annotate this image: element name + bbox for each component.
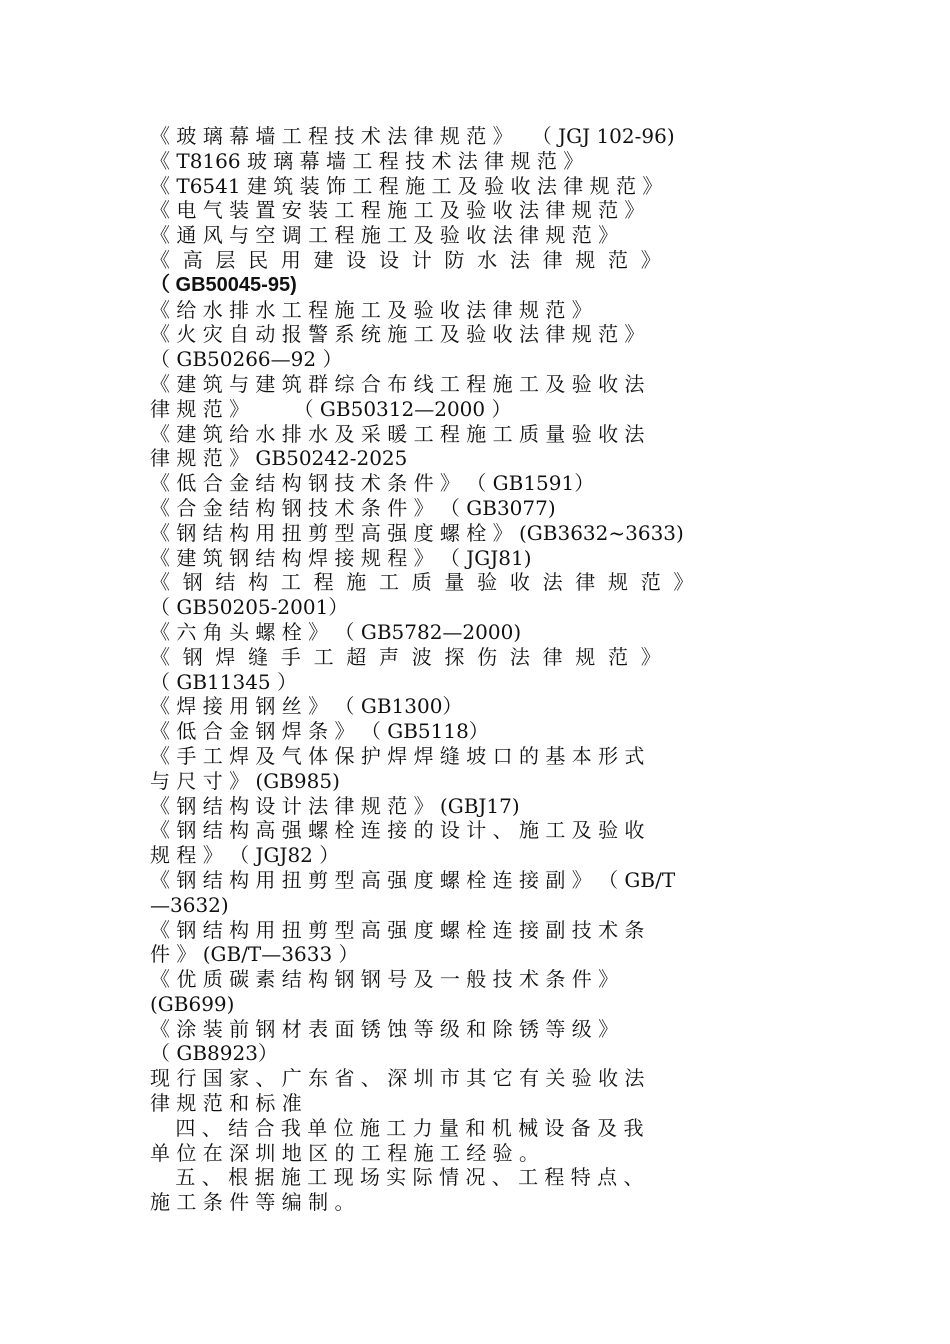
text-line-11: 《 建 筑 与 建 筑 群 综 合 布 线 工 程 施 工 及 验 收 法 <box>150 371 645 396</box>
text-line-25: 《 低 合 金 钢 焊 条 》 （ GB5118） <box>150 719 489 744</box>
text-line-15: 《 低 合 金 结 构 钢 技 术 条 件 》 （ GB1591） <box>150 471 595 496</box>
text-line-29: 《 钢 结 构 高 强 螺 栓 连 接 的 设 计 、 施 工 及 验 收 <box>150 818 645 843</box>
text-line-40: 律 规 范 和 标 准 <box>150 1091 302 1116</box>
text-line-9: 《 火 灾 自 动 报 警 系 统 施 工 及 验 收 法 律 规 范 》 <box>150 322 645 347</box>
text-line-23: （ GB11345 ） <box>150 669 298 694</box>
text-line-7: （ GB50045-95) <box>150 273 297 296</box>
text-line-35: 《 优 质 碳 素 结 构 钢 钢 号 及 一 般 技 术 条 件 》 <box>150 967 619 992</box>
text-line-20: （ GB50205-2001） <box>150 595 349 620</box>
text-line-38: （ GB8923） <box>150 1041 278 1066</box>
text-line-12: 律 规 范 》 （ GB50312—2000 ） <box>150 396 512 421</box>
text-line-21: 《 六 角 头 螺 栓 》 （ GB5782—2000) <box>150 619 522 644</box>
text-line-41: 四 、 结 合 我 单 位 施 工 力 量 和 机 械 设 备 及 我 <box>150 1115 644 1140</box>
text-line-4: 《 电 气 装 置 安 装 工 程 施 工 及 验 收 法 律 规 范 》 <box>150 198 645 223</box>
text-line-36: (GB699) <box>150 991 235 1016</box>
text-line-27: 与 尺 寸 》 (GB985) <box>150 768 340 793</box>
text-line-8: 《 给 水 排 水 工 程 施 工 及 验 收 法 律 规 范 》 <box>150 297 592 322</box>
text-line-14: 律 规 范 》 GB50242-2025 <box>150 446 408 471</box>
text-line-33: 《 钢 结 构 用 扭 剪 型 高 强 度 螺 栓 连 接 副 技 术 条 <box>150 917 645 942</box>
text-line-17: 《 钢 结 构 用 扭 剪 型 高 强 度 螺 栓 》 (GB3632~3633) <box>150 520 684 545</box>
text-line-16: 《 合 金 结 构 钢 技 术 条 件 》 （ GB3077) <box>150 495 556 520</box>
text-line-24: 《 焊 接 用 钢 丝 》 （ GB1300） <box>150 694 463 719</box>
text-line-18: 《 建 筑 钢 结 构 焊 接 规 程 》 （ JGJ81) <box>150 545 532 570</box>
text-line-2: 《 T8166 玻 璃 幕 墙 工 程 技 术 法 律 规 范 》 <box>150 148 584 173</box>
text-line-32: —3632) <box>150 892 229 917</box>
text-line-30: 规 程 》 （ JGJ82 ） <box>150 843 340 868</box>
text-line-42: 单 位 在 深 圳 地 区 的 工 程 施 工 经 验 。 <box>150 1140 540 1165</box>
text-line-5: 《 通 风 与 空 调 工 程 施 工 及 验 收 法 律 规 范 》 <box>150 223 619 248</box>
text-line-10: （ GB50266—92 ） <box>150 347 343 372</box>
text-line-26: 《 手 工 焊 及 气 体 保 护 焊 焊 缝 坡 口 的 基 本 形 式 <box>150 743 645 768</box>
text-line-3: 《 T6541 建 筑 装 饰 工 程 施 工 及 验 收 法 律 规 范 》 <box>150 173 663 198</box>
text-line-22: 《 钢 焊 缝 手 工 超 声 波 探 伤 法 律 规 范 》 <box>150 644 661 669</box>
text-line-28: 《 钢 结 构 设 计 法 律 规 范 》 (GBJ17) <box>150 793 520 818</box>
text-line-1: 《 玻 璃 幕 墙 工 程 技 术 法 律 规 范 》 （ JGJ 102-96) <box>150 124 675 148</box>
text-line-44: 施 工 条 件 等 编 制 。 <box>150 1190 355 1215</box>
text-line-39: 现 行 国 家 、 广 东 省 、 深 圳 市 其 它 有 关 验 收 法 <box>150 1066 645 1091</box>
text-line-13: 《 建 筑 给 水 排 水 及 采 暖 工 程 施 工 质 量 验 收 法 <box>150 421 645 446</box>
text-line-37: 《 涂 装 前 钢 材 表 面 锈 蚀 等 级 和 除 锈 等 级 》 <box>150 1016 619 1041</box>
text-line-34: 件 》 (GB/T—3633 ） <box>150 942 359 967</box>
text-line-19: 《 钢 结 构 工 程 施 工 质 量 验 收 法 律 规 范 》 <box>150 570 694 595</box>
text-line-31: 《 钢 结 构 用 扭 剪 型 高 强 度 螺 栓 连 接 副 》 （ GB/T <box>150 867 676 892</box>
document-page <box>150 124 800 1215</box>
text-line-6: 《 高 层 民 用 建 设 设 计 防 水 法 律 规 范 》 <box>150 247 661 272</box>
text-line-43: 五 、 根 据 施 工 现 场 实 际 情 况 、 工 程 特 点 、 <box>150 1165 644 1190</box>
